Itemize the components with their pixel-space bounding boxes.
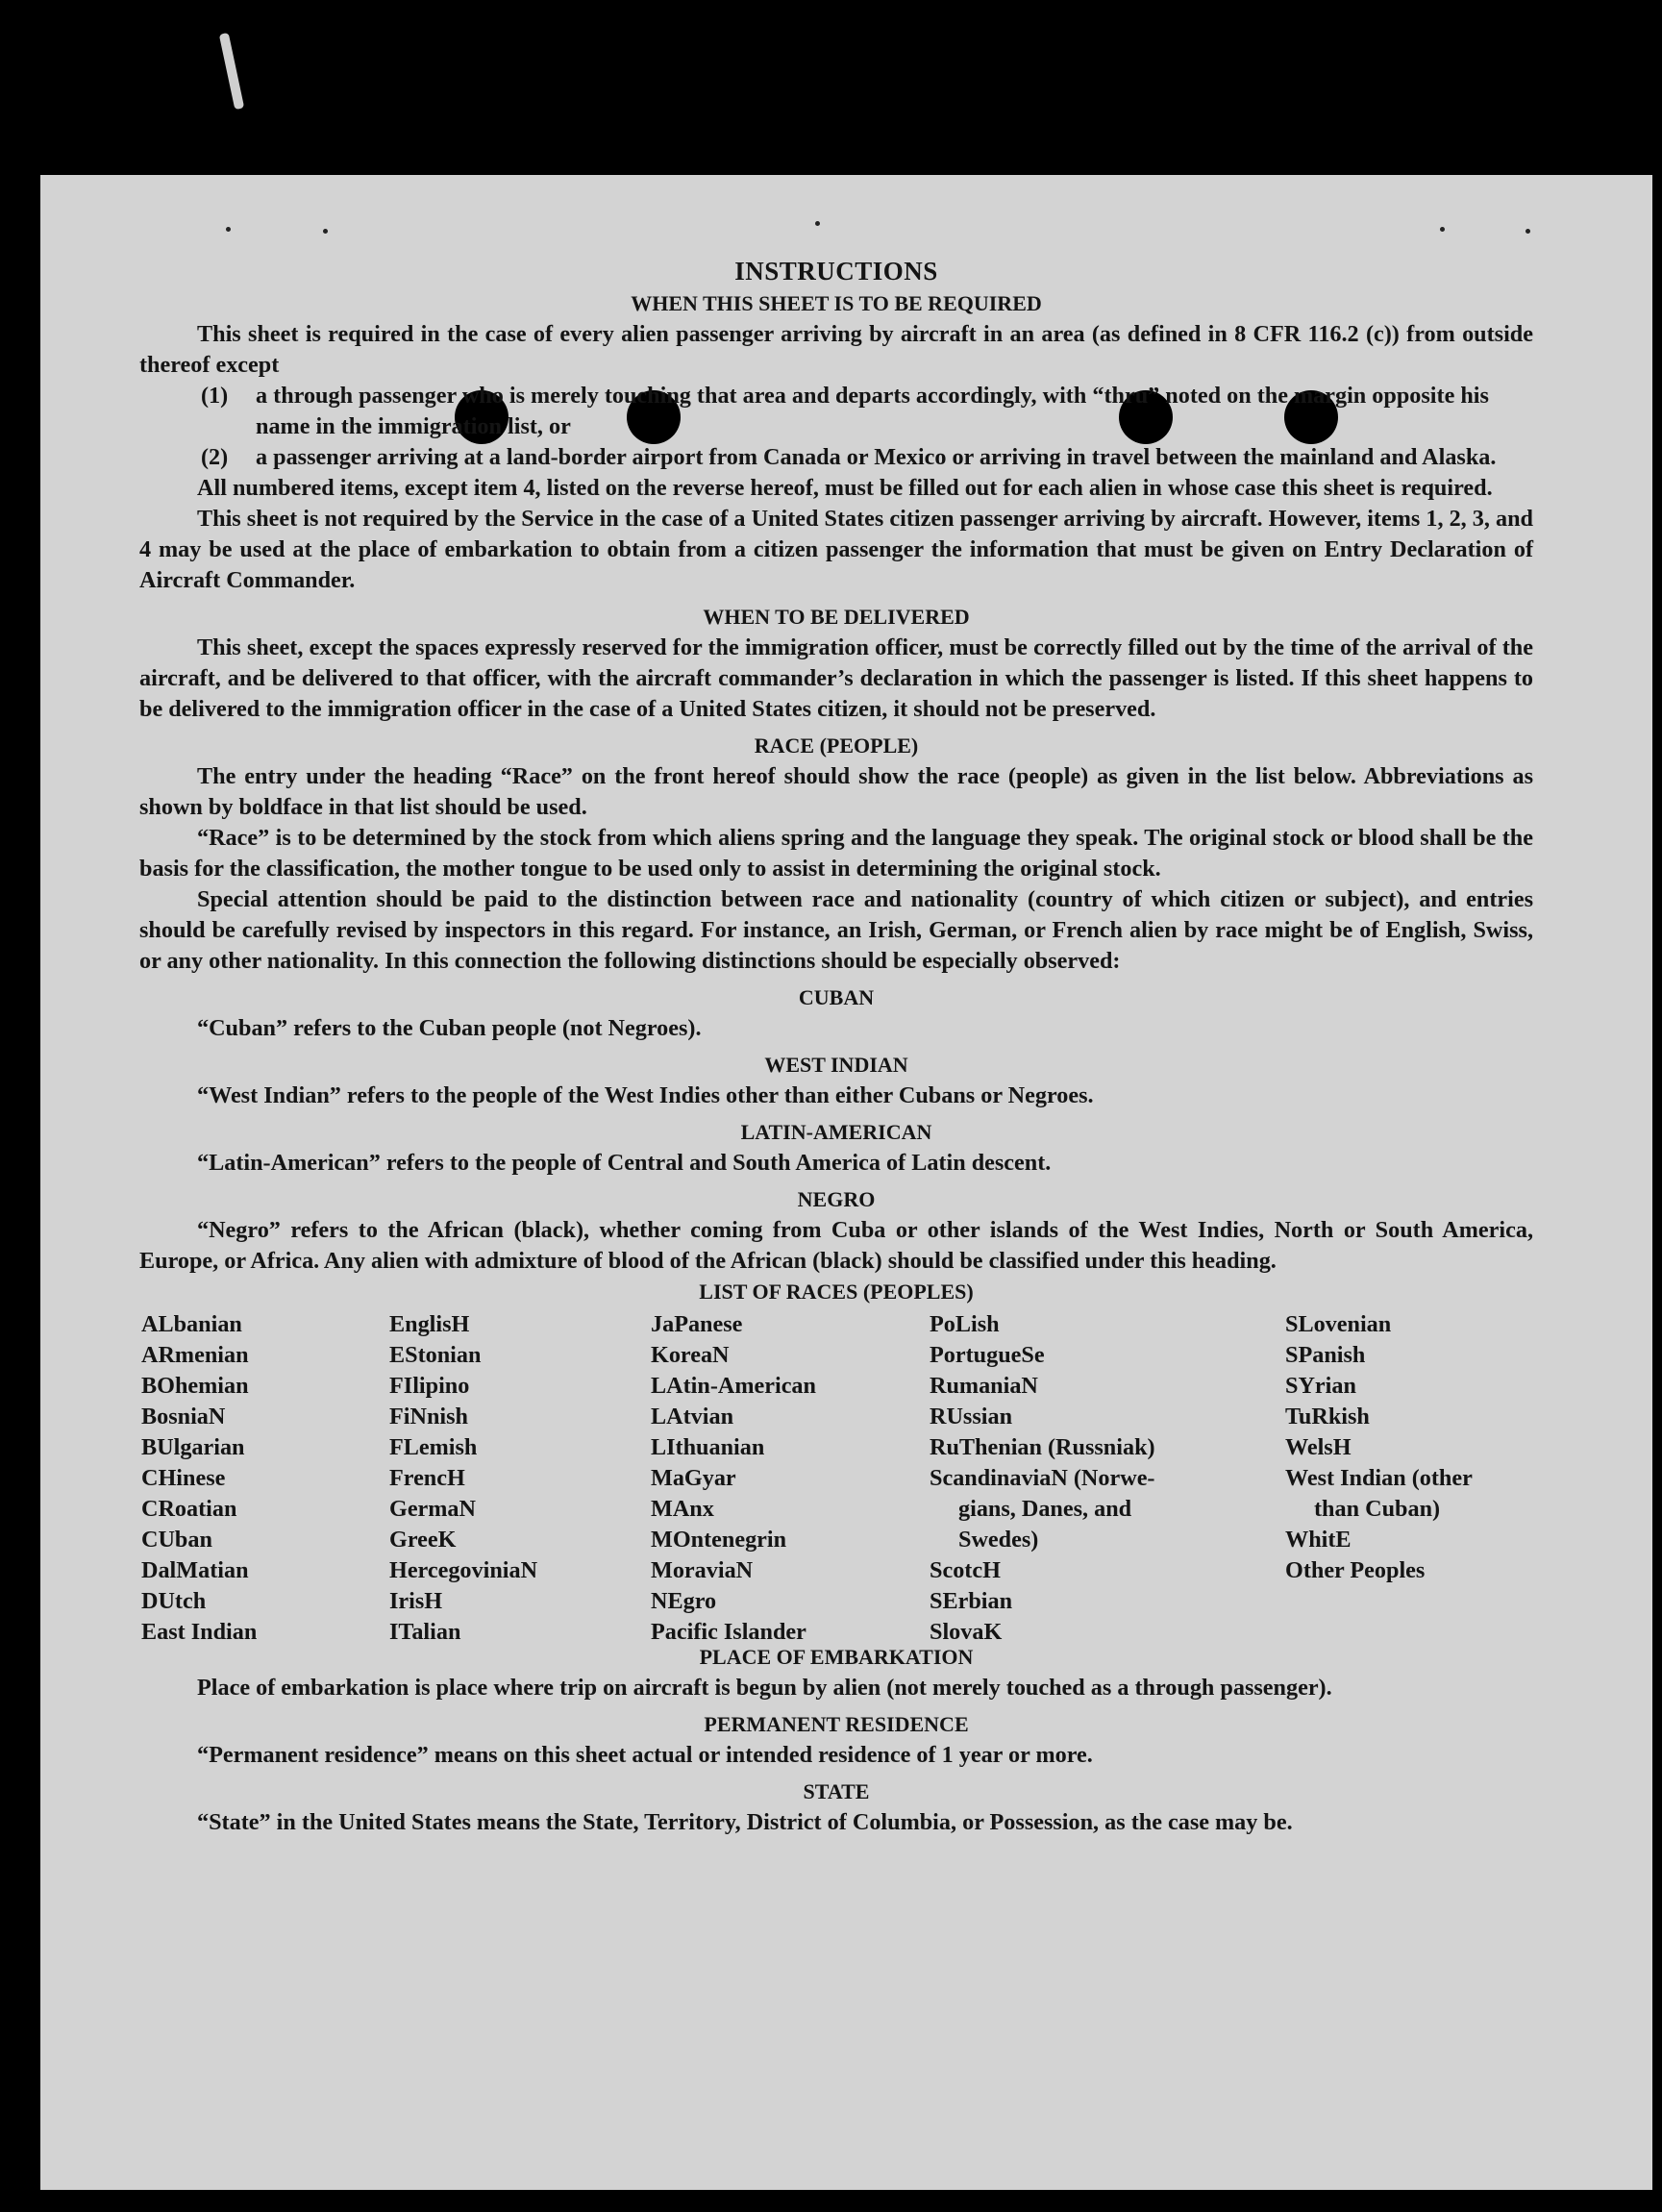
race-entry: GermaN [389,1496,476,1522]
speck [226,227,231,232]
race-entry: RuThenian (Russniak) [930,1434,1155,1460]
paragraph: All numbered items, except item 4, listed on the reverse hereof, must be filled out for each alien in whose case this sheet is required. [197,475,1493,501]
race-entry: LAtin-American [651,1373,816,1399]
paragraph: Special attention should be paid to the distinction between race and nationality (country of which citizen or subject), and entries should be carefully revised by inspectors in this regard. For instance, an Irish, German, or French alien by race might be of English, Swiss, or any other nationality. In this connection the following distinctions should be especially observed: [139,886,1533,974]
races-column [389,1309,537,1648]
item-text: a passenger arriving at a land-border airport from Canada or Mexico or arriving in travel between the mainland and Alaska. [256,444,1497,470]
races-column [141,1309,257,1648]
paragraph: “West Indian” refers to the people of the West Indies other than either Cubans or Negroes. [197,1082,1094,1108]
speck [323,229,328,234]
heading-embarkation: PLACE OF EMBARKATION [699,1645,974,1669]
paragraph: This sheet, except the spaces expressly reserved for the immigration officer, must be correctly filled out by the time of the arrival of the aircraft, and be delivered to that officer, with the aircraft commander’s declaration in which the passenger is listed. If this sheet happens to be delivered to the immigration officer in the case of a United States citizen, it should not be preserved. [139,634,1533,722]
race-entry: ITalian [389,1619,461,1645]
paragraph: “Negro” refers to the African (black), whether coming from Cuba or other islands of the West Indies, North or South America, Europe, or Africa. Any alien with admixture of blood of the African (black) should be classified under this heading. [139,1217,1533,1274]
speck [1526,229,1530,234]
race-entry: CRoatian [141,1496,237,1522]
item-number: (2) [201,444,229,470]
race-entry: MaGyar [651,1465,736,1491]
heading-race: RACE (PEOPLE) [754,733,919,758]
race-entry: SErbian [930,1588,1013,1614]
speck [815,221,820,226]
film-artifact [219,33,244,110]
race-entry: FIlipino [389,1373,470,1399]
race-entry: NEgro [651,1588,717,1614]
races-list [139,1309,1533,1645]
paragraph: “Permanent residence” means on this sheet actual or intended residence of 1 year or more. [197,1742,1093,1768]
paragraph: “State” in the United States means the State, Territory, District of Columbia, or Possession, as the case may be. [197,1809,1293,1835]
paragraph: “Cuban” refers to the Cuban people (not Negroes). [197,1015,702,1041]
race-entry: RumaniaN [930,1373,1038,1399]
heading-west-indian: WEST INDIAN [764,1053,908,1077]
race-entry: MAnx [651,1496,714,1522]
numbered-item [139,381,1533,442]
race-entry: FrencH [389,1465,465,1491]
race-entry: DUtch [141,1588,207,1614]
paragraph: “Race” is to be determined by the stock from which aliens spring and the language they speak. The original stock or blood shall be the basis for the classification, the mother tongue to be used only to assist in determining the original stock. [139,825,1533,882]
race-entry: DalMatian [141,1557,249,1583]
race-entry: MoraviaN [651,1557,754,1583]
heading-when-required: WHEN THIS SHEET IS TO BE REQUIRED [631,291,1042,315]
paragraph: This sheet is not required by the Service in the case of a United States citizen passenger arriving by aircraft. However, items 1, 2, 3, and 4 may be used at the place of embarkation to obtain from a citizen passenger the information that must be given on Entry Declaration of Aircraft Commander. [139,506,1533,593]
paragraph: Place of embarkation is place where trip on aircraft is begun by alien (not merely touched as a through passenger). [197,1675,1332,1701]
race-entry: BosniaN [141,1404,226,1429]
race-entry: East Indian [141,1619,258,1645]
heading-cuban: CUBAN [798,985,875,1009]
instructions-content [139,256,1533,1838]
item-number: (1) [201,383,229,409]
race-entry: TuRkish [1285,1404,1370,1429]
race-entry: KoreaN [651,1342,730,1368]
races-column [651,1309,816,1648]
paragraph: “Latin-American” refers to the people of Central and South America of Latin descent. [197,1150,1052,1176]
race-entry: WelsH [1285,1434,1352,1460]
heading-latin-american: LATIN-AMERICAN [740,1120,932,1144]
race-entry: GreeK [389,1527,457,1553]
races-column [1285,1309,1473,1586]
race-entry: BOhemian [141,1373,249,1399]
race-entry: ARmenian [141,1342,249,1368]
race-entry: IrisH [389,1588,443,1614]
paragraph: This sheet is required in the case of every alien passenger arriving by aircraft in an area (as defined in 8 CFR 116.2 (c)) from outside thereof except [139,321,1533,378]
race-entry: SYrian [1285,1373,1356,1399]
race-entry: Pacific Islander [651,1619,806,1645]
race-entry: JaPanese [651,1311,743,1337]
race-entry-continued: than Cuban) [1314,1496,1441,1522]
heading-when-delivered: WHEN TO BE DELIVERED [703,605,970,629]
race-entry: West Indian (other [1285,1465,1473,1491]
race-entry: LAtvian [651,1404,734,1429]
document-title: INSTRUCTIONS [734,257,938,286]
race-entry: RUssian [930,1404,1013,1429]
race-entry: ScandinaviaN (Norwe- [930,1465,1155,1491]
race-entry: BUlgarian [141,1434,245,1460]
race-entry-continued: Swedes) [958,1527,1039,1553]
race-entry: CHinese [141,1465,226,1491]
race-entry: Other Peoples [1285,1557,1426,1583]
race-entry: PortugueSe [930,1342,1045,1368]
race-entry: ALbanian [141,1311,242,1337]
race-entry: FiNnish [389,1404,468,1429]
race-entry: HercegoviniaN [389,1557,538,1583]
race-entry: ScotcH [930,1557,1001,1583]
race-entry: MOntenegrin [651,1527,787,1553]
races-column [930,1309,1155,1648]
heading-negro: NEGRO [797,1187,876,1211]
heading-state: STATE [803,1779,870,1803]
race-entry-continued: gians, Danes, and [958,1496,1132,1522]
race-entry: FLemish [389,1434,478,1460]
heading-residence: PERMANENT RESIDENCE [704,1712,969,1736]
race-entry: EnglisH [389,1311,470,1337]
numbered-item [139,442,1533,473]
race-entry: EStonian [389,1342,482,1368]
race-entry: PoLish [930,1311,1000,1337]
item-text: a through passenger who is merely touching that area and departs accordingly, with “thru” noted on the margin opposite his name in the immigration list, or [256,383,1489,439]
race-entry: SPanish [1285,1342,1366,1368]
race-entry: SlovaK [930,1619,1003,1645]
race-entry: LIthuanian [651,1434,765,1460]
paragraph: The entry under the heading “Race” on the front hereof should show the race (people) as given in the list below. Abbreviations as shown by boldface in that list should be used. [139,763,1533,820]
speck [1440,227,1445,232]
heading-list-of-races: LIST OF RACES (PEOPLES) [699,1280,974,1304]
race-entry: CUban [141,1527,212,1553]
race-entry: SLovenian [1285,1311,1392,1337]
race-entry: WhitE [1285,1527,1352,1553]
